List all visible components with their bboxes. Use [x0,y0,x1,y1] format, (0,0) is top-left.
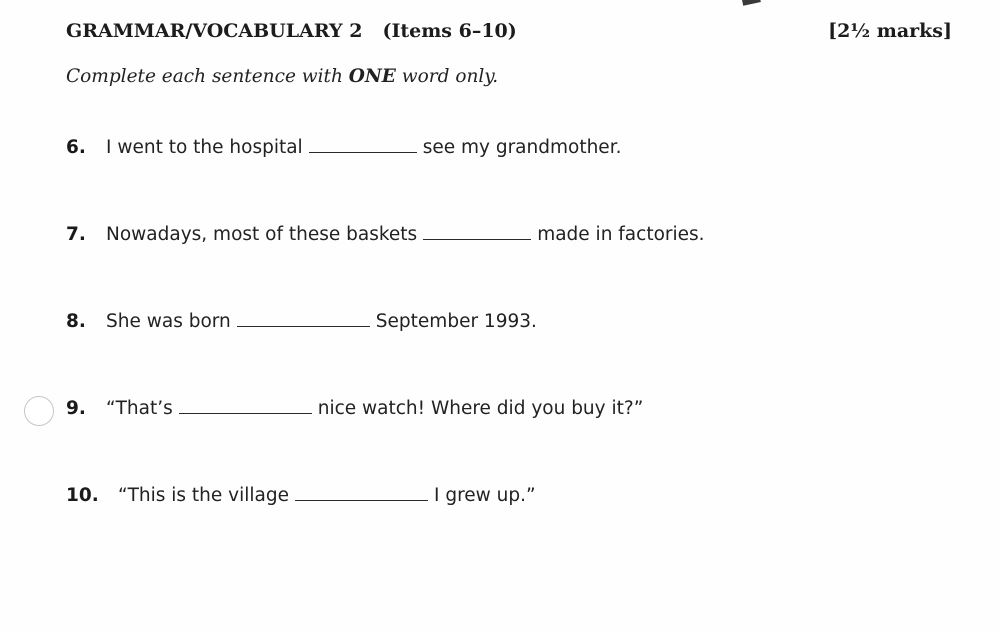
question-number: 7. [66,224,86,245]
question-6 [66,137,621,158]
question-text-after: made in factories. [537,224,705,245]
question-number: 9. [66,398,86,419]
question-10 [66,485,536,506]
question-text-after: nice watch! Where did you buy it?” [317,398,644,419]
question-text-before: “This is the village [118,485,289,506]
answer-blank-7[interactable] [423,225,531,240]
marks-label: [2½ marks] [828,20,952,42]
question-number: 8. [66,311,86,332]
scan-mark [741,0,761,6]
instruction-after: word only. [395,66,499,87]
selection-circle[interactable] [24,396,54,426]
question-text-after: September 1993. [375,311,537,332]
question-number: 10. [66,485,99,506]
answer-blank-9[interactable] [179,399,312,414]
question-text-before: “That’s [106,398,173,419]
question-9 [66,398,643,419]
question-text-before: Nowadays, most of these baskets [106,224,418,245]
question-text-after: I grew up.” [434,485,536,506]
answer-blank-8[interactable] [237,312,370,327]
question-text-after: see my grandmother. [422,137,622,158]
section-title: GRAMMAR/VOCABULARY 2 [66,20,363,42]
question-text-before: She was born [106,311,231,332]
instruction-emphasis: ONE [348,66,396,87]
question-text-before: I went to the hospital [106,137,303,158]
question-8 [66,311,537,332]
section-heading [66,20,517,42]
answer-blank-6[interactable] [309,138,417,153]
answer-blank-10[interactable] [295,486,428,501]
items-range: (Items 6–10) [382,20,517,42]
question-7 [66,224,705,245]
instruction-text [66,66,498,87]
instruction-before: Complete each sentence with [66,66,349,87]
question-number: 6. [66,137,86,158]
